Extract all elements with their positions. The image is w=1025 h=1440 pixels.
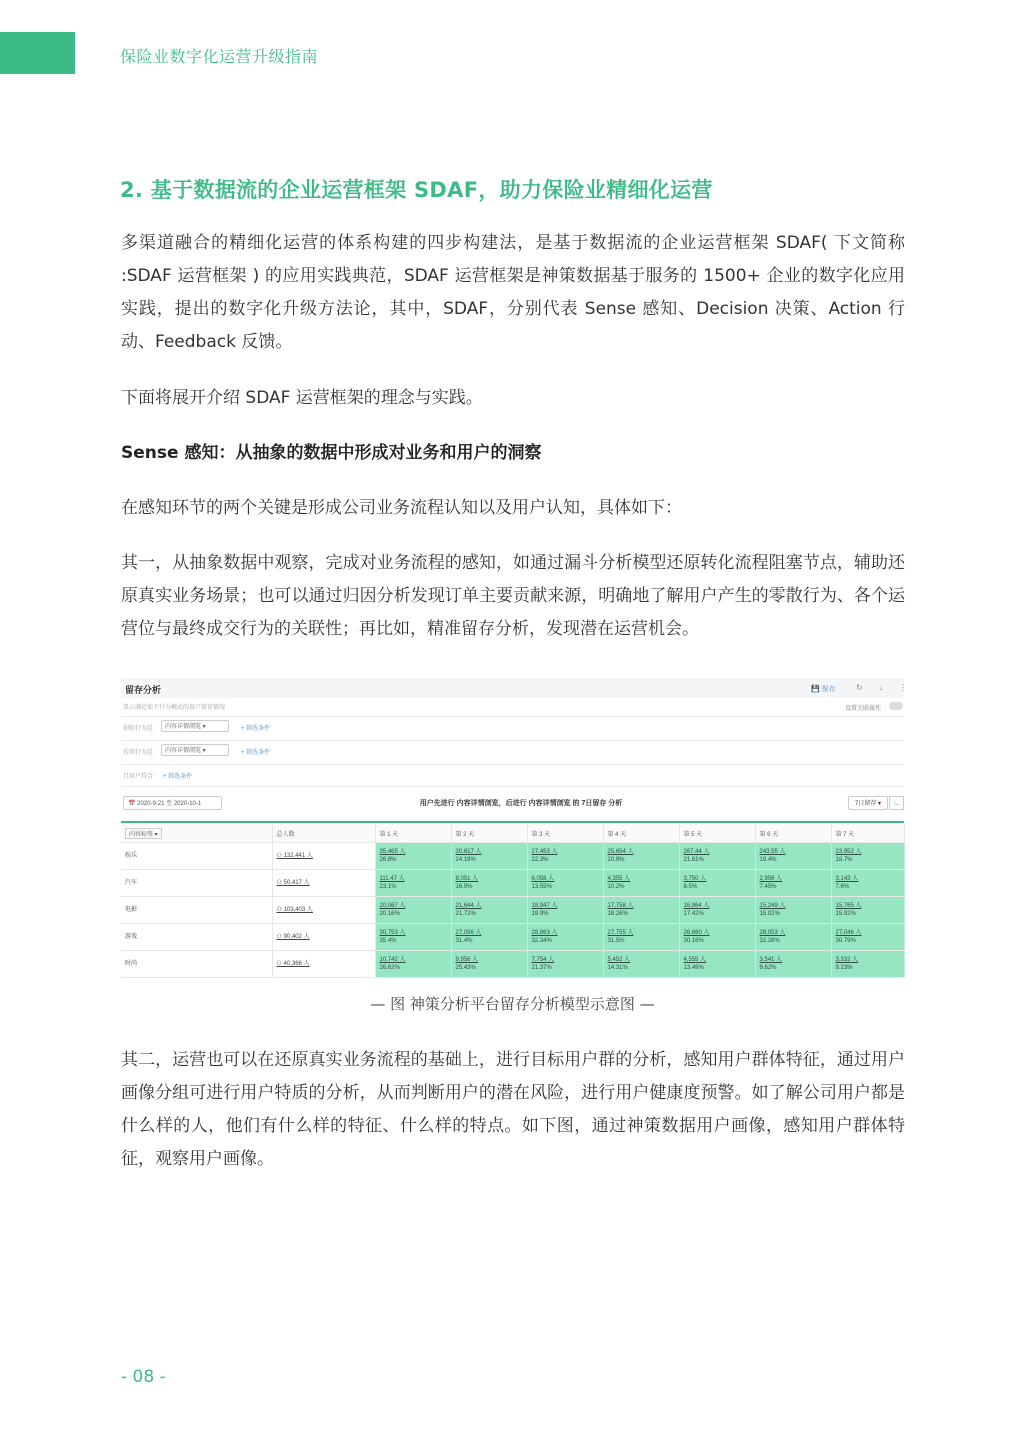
retention-count: 8,051 人 xyxy=(455,876,479,882)
row-total-value: 90,402 人 xyxy=(283,934,310,940)
column-header: 第 1 天 xyxy=(375,824,451,843)
more-icon[interactable]: ⋮ xyxy=(899,683,907,692)
divider xyxy=(121,740,904,741)
retention-cell[interactable] xyxy=(755,870,831,897)
section-heading: 2. 基于数据流的企业运营框架 SDAF，助力保险业精细化运营 xyxy=(120,178,713,202)
retention-cell[interactable] xyxy=(375,843,451,870)
retention-cell[interactable] xyxy=(603,897,679,924)
retention-rate: 21.61% xyxy=(683,857,704,863)
table-row xyxy=(121,951,904,978)
row-category: 时尚 xyxy=(121,951,272,978)
table-row xyxy=(121,924,904,951)
retention-cell[interactable] xyxy=(755,924,831,951)
retention-count: 111.47 人 xyxy=(379,876,405,882)
retention-cell[interactable] xyxy=(603,924,679,951)
retention-rate: 20.16% xyxy=(379,911,400,917)
initial-behavior-label: 初始行为是 xyxy=(123,726,154,732)
retention-rate: 10.2% xyxy=(607,884,625,890)
row-category: 汽车 xyxy=(121,870,272,897)
retention-count: 27,046 人 xyxy=(835,930,862,936)
retention-rate: 14.31% xyxy=(607,965,628,971)
period-select[interactable]: 7日留存 ▾ xyxy=(848,796,888,810)
retention-cell[interactable] xyxy=(831,951,904,978)
add-filter-button[interactable]: + 筛选条件 xyxy=(241,726,271,732)
retention-cell[interactable] xyxy=(375,897,451,924)
retention-count: 35,465 人 xyxy=(379,849,406,855)
retention-cell[interactable] xyxy=(375,951,451,978)
row-total-value: 40,366 人 xyxy=(283,961,310,967)
retention-cell[interactable] xyxy=(375,870,451,897)
save-label: 保存 xyxy=(821,686,836,693)
retention-rate: 32.34% xyxy=(531,938,552,944)
figure-subtitle: 显示满足如下行为模式的用户留存情况 xyxy=(123,705,226,711)
retention-count: 23,952 人 xyxy=(835,849,862,855)
retention-analysis-screenshot xyxy=(121,678,907,971)
divider xyxy=(121,786,904,787)
retention-rate: 13.49% xyxy=(683,965,704,971)
retention-rate: 15.92% xyxy=(835,911,856,917)
table-row xyxy=(121,870,904,897)
retention-count: 5,452 人 xyxy=(607,957,631,963)
row-category: 游戏 xyxy=(121,924,272,951)
row-category: 电影 xyxy=(121,897,272,924)
user-icon: ⚇ xyxy=(276,934,284,940)
association-toggle[interactable] xyxy=(889,702,903,710)
dimension-select[interactable]: 内容标签 ▾ xyxy=(125,828,162,839)
row-total-value: 103,403 人 xyxy=(283,907,313,913)
user-icon: ⚇ xyxy=(276,907,284,913)
retention-cell[interactable] xyxy=(679,843,755,870)
retention-count: 3,750 人 xyxy=(683,876,707,882)
retention-count: 243.55 人 xyxy=(759,849,786,855)
paragraph-sense-keys: 在感知环节的两个关键是形成公司业务流程认知以及用户认知，具体如下： xyxy=(121,498,682,518)
retention-rate: 9.62% xyxy=(759,965,777,971)
retention-rate: 22.3% xyxy=(531,857,549,863)
header-accent-bar xyxy=(0,32,75,74)
page-number: - 08 - xyxy=(121,1367,166,1387)
column-header: 总人数 xyxy=(272,824,375,843)
return-behavior-value: 内容详情浏览 xyxy=(165,748,202,754)
retention-count: 9,956 人 xyxy=(455,957,479,963)
retention-rate: 13.55% xyxy=(531,884,552,890)
retention-rate: 9.23% xyxy=(835,965,853,971)
user-icon: ⚇ xyxy=(276,880,284,886)
retention-count: 20,067 人 xyxy=(379,903,406,909)
divider xyxy=(121,764,904,765)
retention-count: 16,864 人 xyxy=(683,903,710,909)
retention-rate: 30.79% xyxy=(835,938,856,944)
date-range-picker[interactable] xyxy=(123,796,222,810)
retention-cell[interactable] xyxy=(831,897,904,924)
retention-cell[interactable] xyxy=(603,951,679,978)
retention-rate: 32.28% xyxy=(759,938,780,944)
row-total[interactable] xyxy=(272,843,375,870)
row-total-value: 132,441 人 xyxy=(283,853,313,859)
date-range-value: 2020-9-21 至 2020-10-1 xyxy=(137,801,202,807)
chart-toggle-icon[interactable]: ∟ xyxy=(889,796,904,810)
retention-rate: 15.02% xyxy=(759,911,780,917)
retention-count: 30,617 人 xyxy=(455,849,482,855)
toggle-label: 设置关联属性 xyxy=(845,706,882,712)
retention-count: 4,555 人 xyxy=(683,957,707,963)
retention-rate: 31.4% xyxy=(455,938,473,944)
column-header: 第 7 天 xyxy=(831,824,904,843)
retention-cell[interactable] xyxy=(527,843,603,870)
retention-count: 27,056 人 xyxy=(455,930,482,936)
save-button[interactable]: 💾 保存 xyxy=(811,686,836,693)
retention-count: 10,742 人 xyxy=(379,957,406,963)
retention-cell[interactable] xyxy=(679,897,755,924)
row-total[interactable] xyxy=(272,897,375,924)
download-icon[interactable]: ↓ xyxy=(879,683,883,692)
calendar-icon: 📅 xyxy=(128,801,136,807)
paragraph-second-point: 其二，运营也可以在还原真实业务流程的基础上，进行目标用户群的分析，感知用户群体特征，通过用户画像分组可进行用户特质的分析，从而判断用户的潜在风险，进行用户健康度预警。如了解公司用户都是什么样的人，他们有什么样的特征、什么样的特点。如下图，通过神策数据用户画像，感知用户群体特征，观察用户画像。 xyxy=(121,1050,905,1169)
retention-rate: 21.37% xyxy=(531,965,552,971)
retention-rate: 23.1% xyxy=(379,884,397,890)
add-user-filter-button[interactable]: + 筛选条件 xyxy=(163,774,193,780)
table-row xyxy=(121,897,904,924)
retention-cell[interactable] xyxy=(451,951,527,978)
column-header[interactable] xyxy=(121,824,272,843)
retention-cell[interactable] xyxy=(451,843,527,870)
retention-cell[interactable] xyxy=(451,870,527,897)
retention-count: 2,956 人 xyxy=(759,876,783,882)
retention-cell[interactable] xyxy=(375,924,451,951)
retention-cell[interactable] xyxy=(755,897,831,924)
retention-cell[interactable] xyxy=(603,843,679,870)
retention-count: 28,863 人 xyxy=(531,930,558,936)
initial-behavior-value: 内容详情浏览 xyxy=(165,724,202,730)
subheading-sense: Sense 感知：从抽象的数据中形成对业务和用户的洞察 xyxy=(121,443,542,463)
retention-count: 3,143 人 xyxy=(835,876,859,882)
paragraph-first-point: 其一，从抽象数据中观察，完成对业务流程的感知，如通过漏斗分析模型还原转化流程阻塞节点，辅助还原真实业务场景；也可以通过归因分析发现订单主要贡献来源，明确地了解用户产生的零散行为、各个运营位与最终成交行为的关联性；再比如，精准留存分析，发现潜在运营机会。 xyxy=(121,553,905,639)
divider xyxy=(121,716,904,717)
column-header: 第 3 天 xyxy=(527,824,603,843)
column-header: 第 2 天 xyxy=(451,824,527,843)
retention-rate: 26.8% xyxy=(379,857,397,863)
retention-count: 28,053 人 xyxy=(759,930,786,936)
retention-cell[interactable] xyxy=(451,897,527,924)
figure-toolbar xyxy=(121,678,907,698)
retention-count: 17,758 人 xyxy=(607,903,634,909)
figure-caption: — 图 神策分析平台留存分析模型示意图 — xyxy=(370,995,655,1013)
user-icon: ⚇ xyxy=(276,961,284,967)
return-behavior-select[interactable]: 内容详情浏览 ▾ xyxy=(161,744,229,756)
add-filter-button[interactable]: + 筛选条件 xyxy=(241,750,271,756)
user-icon: ⚇ xyxy=(276,853,284,859)
retention-count: 4,355 人 xyxy=(607,876,631,882)
retention-count: 3,332 人 xyxy=(835,957,859,963)
table-top-border xyxy=(121,821,904,823)
retention-rate: 19.4% xyxy=(759,857,777,863)
retention-rate: 35.4% xyxy=(379,938,397,944)
retention-rate: 30.16% xyxy=(683,938,704,944)
user-condition-label: 且用户符合 xyxy=(123,774,154,780)
retention-cell[interactable] xyxy=(527,951,603,978)
retention-cell[interactable] xyxy=(527,924,603,951)
retention-rate: 26.62% xyxy=(379,965,400,971)
retention-rate: 8.5% xyxy=(683,884,698,890)
retention-count: 21,644 人 xyxy=(455,903,482,909)
column-header: 第 5 天 xyxy=(679,824,755,843)
retention-cell[interactable] xyxy=(755,951,831,978)
retention-count: 15,765 人 xyxy=(835,903,862,909)
retention-rate: 16.9% xyxy=(455,884,473,890)
return-behavior-label: 后续行为是 xyxy=(123,750,154,756)
document-title: 保险业数字化运营升级指南 xyxy=(120,47,319,66)
retention-rate: 17.42% xyxy=(683,911,704,917)
retention-count: 27,755 人 xyxy=(607,930,634,936)
retention-rate: 21.72% xyxy=(455,911,476,917)
retention-count: 27,453 人 xyxy=(531,849,558,855)
paragraph-intro: 多渠道融合的精细化运营的体系构建的四步构建法，是基于数据流的企业运营框架 SDAF( 下文简称 :SDAF 运营框架 ) 的应用实践典范，SDAF 运营框架是神策数据基于服务的 1500+ 企业的数字化应用实践，提出的数字化升级方法论，其中，SDAF，分别代表 Sense 感知、Decision 决策、Action 行动、Feedback 反馈。 xyxy=(121,233,905,352)
row-total[interactable] xyxy=(272,924,375,951)
retention-cell[interactable] xyxy=(527,897,603,924)
retention-rate: 7.45% xyxy=(759,884,777,890)
retention-count: 6,058 人 xyxy=(531,876,555,882)
retention-cell[interactable] xyxy=(451,924,527,951)
retention-cell[interactable] xyxy=(831,843,904,870)
row-total[interactable] xyxy=(272,951,375,978)
retention-cell[interactable] xyxy=(679,951,755,978)
retention-count: 267.44 人 xyxy=(683,849,710,855)
retention-count: 3,541 人 xyxy=(759,957,783,963)
retention-rate: 31.5% xyxy=(607,938,625,944)
retention-cell[interactable] xyxy=(603,870,679,897)
retention-cell[interactable] xyxy=(527,870,603,897)
dimension-label: 内容标签 xyxy=(129,831,154,838)
retention-count: 26,660 人 xyxy=(683,930,710,936)
table-row xyxy=(121,843,904,870)
retention-cell[interactable] xyxy=(831,924,904,951)
refresh-icon[interactable]: ↻ xyxy=(856,683,863,692)
paragraph-transition: 下面将展开介绍 SDAF 运营框架的理念与实践。 xyxy=(121,388,483,408)
column-header: 第 4 天 xyxy=(603,824,679,843)
retention-count: 15,249 人 xyxy=(759,903,786,909)
retention-count: 18,947 人 xyxy=(531,903,558,909)
retention-table xyxy=(121,824,905,978)
retention-rate: 24.19% xyxy=(455,857,476,863)
column-header: 第 6 天 xyxy=(755,824,831,843)
retention-count: 7,754 人 xyxy=(531,957,555,963)
row-total-value: 50,417 人 xyxy=(283,880,310,886)
retention-rate: 20.9% xyxy=(607,857,625,863)
retention-rate: 19.9% xyxy=(531,911,549,917)
retention-count: 30,753 人 xyxy=(379,930,406,936)
analysis-summary: 用户先进行 内容详情浏览，后进行 内容详情浏览 的 7日留存 分析 xyxy=(419,800,623,807)
retention-rate: 7.6% xyxy=(835,884,850,890)
table-header-row xyxy=(121,824,904,843)
retention-cell[interactable] xyxy=(831,870,904,897)
retention-rate: 18.26% xyxy=(607,911,628,917)
period-value: 7日留存 xyxy=(854,801,877,807)
retention-count: 25,654 人 xyxy=(607,849,634,855)
row-total[interactable] xyxy=(272,870,375,897)
initial-behavior-select[interactable]: 内容详情浏览 ▾ xyxy=(161,720,229,732)
retention-cell[interactable] xyxy=(679,924,755,951)
figure-title: 留存分析 xyxy=(125,685,162,695)
retention-cell[interactable] xyxy=(755,843,831,870)
retention-rate: 25.43% xyxy=(455,965,476,971)
retention-rate: 18.7% xyxy=(835,857,853,863)
row-category: 娱乐 xyxy=(121,843,272,870)
retention-cell[interactable] xyxy=(679,870,755,897)
